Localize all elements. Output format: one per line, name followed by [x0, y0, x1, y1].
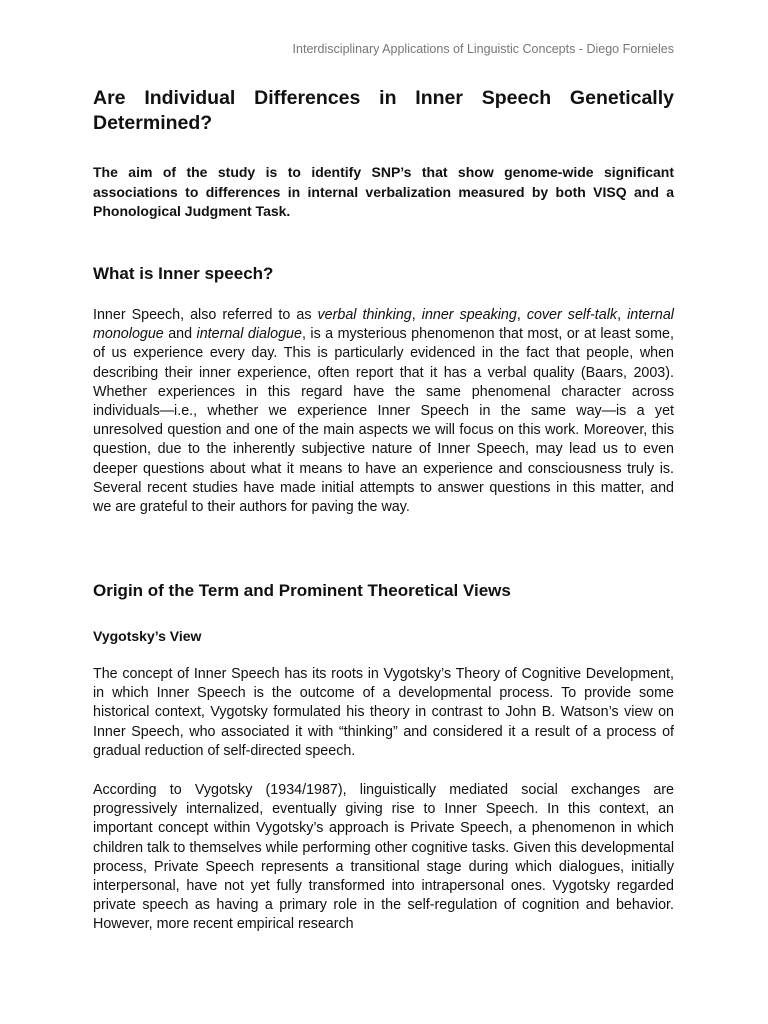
inner-speech-paragraph: Inner Speech, also referred to as verbal thinking, inner speaking, cover self-talk, internal monologue and internal dialogue, is a mysterious phenomenon that most, or at least some, of us experience every day. This is particularly evidenced in the fact that people, when describing their inner experience, often report that it has a verbal quality (Baars, 2003). Whether experiences in this regard have the same phenomenal character across individuals—i.e., whether we experience Inner Speech in the same way—is a yet unresolved question and one of the main aspects we will focus on this work. Moreover, this question, due to the inherently subjective nature of Inner Speech, may lead us to even deeper questions about what it means to have an experience and consciousness truly is. Several recent studies have made initial attempts to answer questions in this matter, and we are grateful to their authors for paving the way.: [93, 307, 674, 516]
study-aim-paragraph: The aim of the study is to identify SNP’s that show genome-wide significant associations to differences in internal verbalization measured by both VISQ and a Phonological Judgment Task.: [93, 164, 674, 219]
subheading-vygotsky-view: Vygotsky’s View: [93, 628, 202, 644]
vygotsky-paragraph-1: The concept of Inner Speech has its roots in Vygotsky’s Theory of Cognitive Development, in which Inner Speech is the outcome of a developmental process. To provide some historical context, Vygotsky formulated his theory in contrast to John B. Watson’s view on Inner Speech, who associated it with “thinking” and considered it a result of a process of gradual reduction of self-directed speech.: [93, 666, 674, 759]
document-title: Are Individual Differences in Inner Speech Genetically Determined?: [93, 87, 674, 134]
section-heading-origin: Origin of the Term and Prominent Theoretical Views: [93, 581, 511, 600]
section-heading-inner-speech: What is Inner speech?: [93, 264, 274, 283]
vygotsky-paragraph-2: According to Vygotsky (1934/1987), linguistically mediated social exchanges are progressively internalized, eventually giving rise to Inner Speech. In this context, an important concept within Vygotsky’s approach is Private Speech, a phenomenon in which children talk to themselves while performing other cognitive tasks. Given this developmental process, Private Speech represents a transitional stage during which dialogues, initially interpersonal, have not yet fully transformed into intrapersonal ones. Vygotsky regarded private speech as having a primary role in the self-regulation of cognition and behavior. However, more recent empirical research: [93, 782, 674, 933]
running-header: Interdisciplinary Applications of Linguistic Concepts - Diego Fornieles: [292, 42, 674, 56]
